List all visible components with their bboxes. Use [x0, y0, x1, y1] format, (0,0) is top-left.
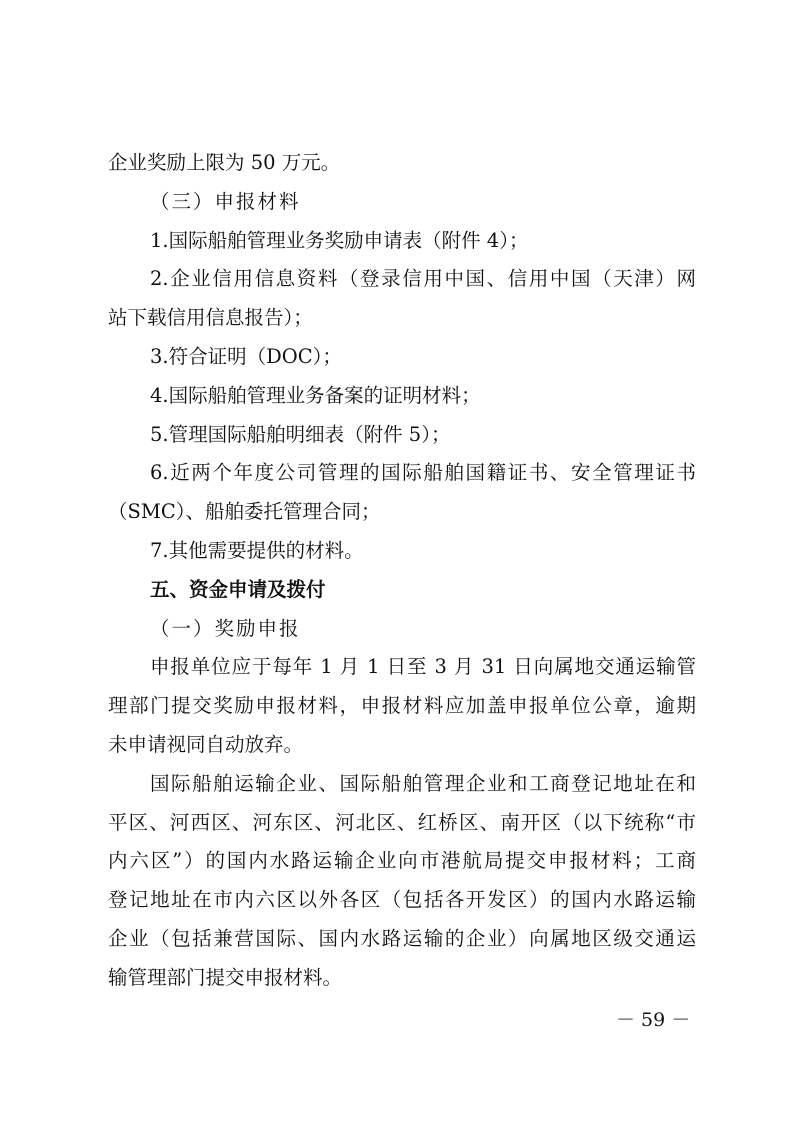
list-item: 4.国际船舶管理业务备案的证明材料； [150, 383, 481, 407]
paragraph-line: 企业（包括兼营国际、国内水路运输的企业）向属地区级交通运 [108, 926, 696, 950]
paragraph-line: 申报单位应于每年 1 月 1 日至 3 月 31 日向属地交通运输管 [150, 655, 696, 679]
paragraph-line: 登记地址在市内六区以外各区（包括各开发区）的国内水路运输 [108, 888, 696, 912]
subsection-heading: （一）奖励申报 [150, 616, 301, 640]
paragraph-line: 理部门提交奖励申报材料，申报材料应加盖申报单位公章，逾期 [108, 694, 696, 718]
page-number: － 59 － [616, 1009, 691, 1031]
list-item-continuation: 站下载信用信息报告）； [108, 306, 313, 330]
paragraph-line: 内六区”）的国内水路运输企业向市港航局提交申报材料；工商 [108, 849, 696, 873]
list-item: 7.其他需要提供的材料。 [150, 538, 364, 562]
list-item: 5.管理国际船舶明细表（附件 5）； [150, 422, 451, 446]
paragraph-line: 平区、河西区、河东区、河北区、红桥区、南开区（以下统称“市 [108, 810, 696, 834]
paragraph-line: 企业奖励上限为 50 万元。 [108, 151, 341, 174]
paragraph-line: 输管理部门提交申报材料。 [108, 965, 343, 989]
paragraph-line: 国际船舶运输企业、国际船舶管理企业和工商登记地址在和 [150, 771, 696, 795]
document-body [108, 144, 696, 998]
list-item: 1.国际船舶管理业务奖励申请表（附件 4）； [150, 228, 529, 252]
list-item: 3.符合证明（DOC）； [150, 344, 342, 368]
list-item: 6.近两个年度公司管理的国际船舶国籍证书、安全管理证书 [150, 461, 696, 485]
list-item: 2.企业信用信息资料（登录信用中国、信用中国（天津）网 [150, 267, 696, 291]
list-item-continuation: （SMC）、船舶委托管理合同； [108, 500, 381, 524]
subsection-heading: （三）申报材料 [150, 189, 301, 213]
paragraph-line: 未申请视同自动放弃。 [108, 732, 304, 756]
section-heading: 五、资金申请及拨付 [150, 577, 326, 601]
